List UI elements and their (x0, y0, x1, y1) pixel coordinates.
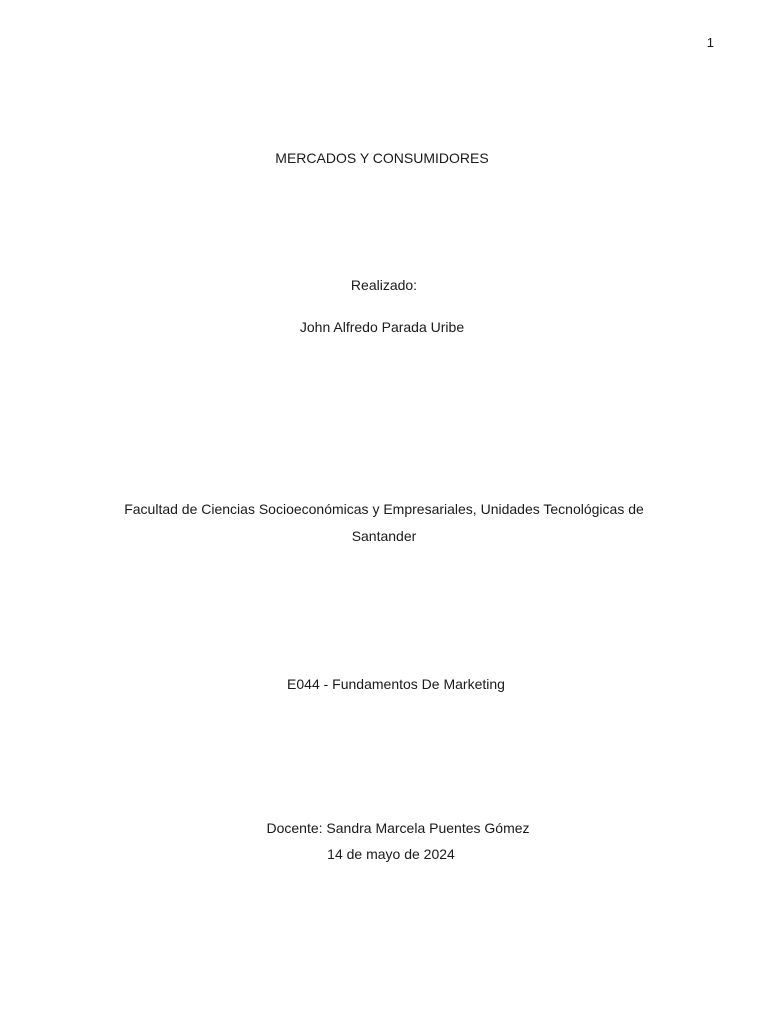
document-date: 14 de mayo de 2024 (327, 846, 455, 862)
faculty-line-2: Santander (351, 528, 417, 544)
page-number: 1 (706, 35, 714, 50)
author-name: John Alfredo Parada Uribe (299, 319, 465, 335)
faculty-line-1: Facultad de Ciencias Socioeconómicas y Empresariales, Unidades Tecnológicas de (124, 501, 644, 517)
made-by-label: Realizado: (350, 277, 418, 293)
document-title: MERCADOS Y CONSUMIDORES (275, 150, 489, 166)
course-name: E044 - Fundamentos De Marketing (287, 676, 505, 692)
teacher-name: Docente: Sandra Marcela Puentes Gómez (266, 820, 530, 836)
